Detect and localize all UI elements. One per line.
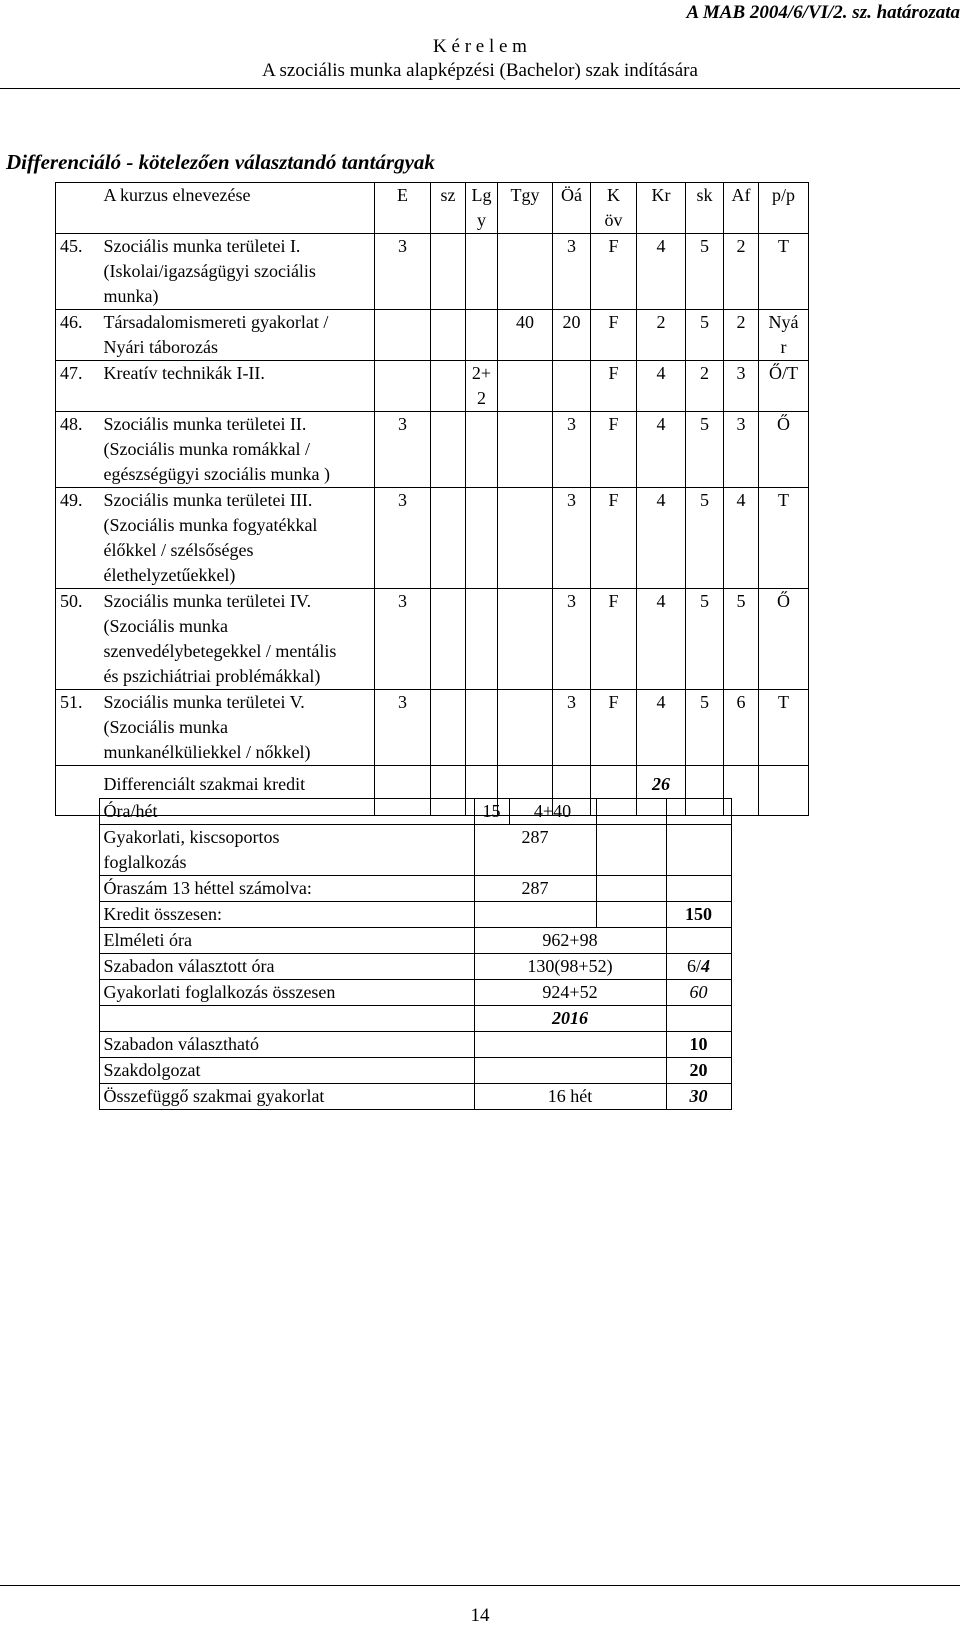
summary-value-gy: 4+40 xyxy=(509,799,596,825)
cell-lgy xyxy=(466,690,498,766)
cell-tgy: 40 xyxy=(498,310,553,361)
summary-value: 287 xyxy=(474,876,596,902)
summary-label: Szabadon választható xyxy=(99,1032,474,1058)
cell-e: 3 xyxy=(375,488,431,589)
spacer-cell xyxy=(55,825,99,876)
cell-e xyxy=(375,310,431,361)
document-reference: A MAB 2004/6/VI/2. sz. határozata xyxy=(686,2,960,23)
summary-credit: 30 xyxy=(666,1084,731,1110)
total-credit: 26 xyxy=(637,766,686,816)
col-sk-header: sk xyxy=(686,183,724,234)
spacer-cell xyxy=(55,954,99,980)
course-name: Szociális munka területei II. (Szociális munka romákkal / egészségügyi szociális munka ) xyxy=(100,412,375,488)
table-row xyxy=(56,412,809,488)
spacer-cell xyxy=(55,1058,99,1084)
summary-row xyxy=(55,1006,731,1032)
summary-value-e: 15 xyxy=(474,799,509,825)
col-kr-header: Kr xyxy=(637,183,686,234)
cell-lgy xyxy=(466,234,498,310)
course-name: Szociális munka területei III. (Szociális munka fogyatékkal élőkkel / szélsőséges élethelyzetűekkel) xyxy=(100,488,375,589)
page-number: 14 xyxy=(470,1605,490,1626)
summary-total-hours: 2016 xyxy=(474,1006,666,1032)
table-row xyxy=(56,589,809,690)
summary-label: Szakdolgozat xyxy=(99,1058,474,1084)
cell-kov: F xyxy=(591,589,637,690)
table-row xyxy=(56,310,809,361)
cell-kr: 4 xyxy=(637,488,686,589)
course-name: Szociális munka területei V. (Szociális munka munkanélküliekkel / nőkkel) xyxy=(100,690,375,766)
cell-kr: 2 xyxy=(637,310,686,361)
summary-credit: 20 xyxy=(666,1058,731,1084)
cell-pp: T xyxy=(759,234,809,310)
cell-sk: 5 xyxy=(686,234,724,310)
header-rule xyxy=(0,88,960,89)
course-name: Szociális munka területei I. (Iskolai/igazságügyi szociális munka) xyxy=(100,234,375,310)
summary-row xyxy=(55,1032,731,1058)
col-lgy-header: Lg y xyxy=(466,183,498,234)
summary-empty xyxy=(596,799,666,825)
cell-tgy xyxy=(498,412,553,488)
cell-kov: F xyxy=(591,310,637,361)
summary-empty xyxy=(666,876,731,902)
course-name: Kreatív technikák I-II. xyxy=(100,361,375,412)
summary-row xyxy=(55,799,731,825)
cell-pp: T xyxy=(759,690,809,766)
course-name: Társadalomismereti gyakorlat / Nyári táborozás xyxy=(100,310,375,361)
cell-kr: 4 xyxy=(637,589,686,690)
course-table-header xyxy=(56,183,809,234)
summary-label: Összefüggő szakmai gyakorlat xyxy=(99,1084,474,1110)
col-e-header: E xyxy=(375,183,431,234)
summary-empty xyxy=(474,902,596,928)
course-table xyxy=(55,182,809,816)
cell-kov: F xyxy=(591,412,637,488)
spacer-cell xyxy=(55,1032,99,1058)
cell-oa: 3 xyxy=(553,412,591,488)
summary-label: Elméleti óra xyxy=(99,928,474,954)
summary-value: 130(98+52) xyxy=(474,954,666,980)
cell-af: 2 xyxy=(724,234,759,310)
summary-value: 924+52 xyxy=(474,980,666,1006)
cell-oa: 3 xyxy=(553,234,591,310)
row-number: 51. xyxy=(56,690,100,766)
summary-empty xyxy=(666,799,731,825)
cell-sk: 2 xyxy=(686,361,724,412)
cell-lgy xyxy=(466,488,498,589)
cell-lgy xyxy=(466,310,498,361)
row-number: 50. xyxy=(56,589,100,690)
summary-empty xyxy=(596,825,666,876)
col-kov-header: K öv xyxy=(591,183,637,234)
summary-row xyxy=(55,954,731,980)
cell-tgy xyxy=(498,361,553,412)
spacer-cell xyxy=(55,1006,99,1032)
col-course-name-header: A kurzus elnevezése xyxy=(100,183,375,234)
cell-tgy xyxy=(498,589,553,690)
summary-credit: 10 xyxy=(666,1032,731,1058)
row-number: 47. xyxy=(56,361,100,412)
cell-pp: T xyxy=(759,488,809,589)
summary-row xyxy=(55,1084,731,1110)
summary-empty xyxy=(666,1006,731,1032)
table-row xyxy=(56,690,809,766)
cell-tgy xyxy=(498,234,553,310)
cell-sz xyxy=(431,412,466,488)
total-empty-cell xyxy=(759,766,809,816)
summary-value: 962+98 xyxy=(474,928,666,954)
cell-kov: F xyxy=(591,488,637,589)
cell-e: 3 xyxy=(375,234,431,310)
cell-oa: 3 xyxy=(553,589,591,690)
summary-row xyxy=(55,928,731,954)
summary-empty xyxy=(596,902,666,928)
spacer-cell xyxy=(55,902,99,928)
cell-pp: Ő xyxy=(759,412,809,488)
spacer-cell xyxy=(55,980,99,1006)
table-row xyxy=(56,361,809,412)
summary-empty xyxy=(596,876,666,902)
total-label: Differenciált szakmai kredit xyxy=(100,766,375,816)
cell-e xyxy=(375,361,431,412)
summary-row xyxy=(55,1058,731,1084)
cell-oa: 20 xyxy=(553,310,591,361)
cell-sk: 5 xyxy=(686,589,724,690)
summary-label: Óra/hét xyxy=(99,799,474,825)
cell-sz xyxy=(431,589,466,690)
cell-e: 3 xyxy=(375,412,431,488)
summary-credit-part: 6/ xyxy=(686,956,701,976)
cell-lgy: 2+ 2 xyxy=(466,361,498,412)
col-oa-header: Öá xyxy=(553,183,591,234)
summary-empty xyxy=(474,1058,666,1084)
cell-tgy xyxy=(498,488,553,589)
col-sz-header: sz xyxy=(431,183,466,234)
row-number: 49. xyxy=(56,488,100,589)
spacer-cell xyxy=(55,1084,99,1110)
cell-af: 3 xyxy=(724,361,759,412)
section-title: Differenciáló - kötelezően választandó tantárgyak xyxy=(6,150,435,174)
course-name: Szociális munka területei IV. (Szociális munka szenvedélybetegekkel / mentális és pszichiátriai problémákkal) xyxy=(100,589,375,690)
summary-empty xyxy=(99,1006,474,1032)
cell-af: 4 xyxy=(724,488,759,589)
cell-kov: F xyxy=(591,361,637,412)
cell-pp: Ő/T xyxy=(759,361,809,412)
cell-oa xyxy=(553,361,591,412)
col-tgy-header: Tgy xyxy=(498,183,553,234)
cell-sz xyxy=(431,690,466,766)
summary-value: 287 xyxy=(474,825,596,876)
cell-e: 3 xyxy=(375,690,431,766)
summary-value: 16 hét xyxy=(474,1084,666,1110)
summary-row xyxy=(55,876,731,902)
col-pp-header: p/p xyxy=(759,183,809,234)
summary-empty xyxy=(474,1032,666,1058)
summary-row xyxy=(55,902,731,928)
summary-row xyxy=(55,980,731,1006)
summary-credit: 150 xyxy=(666,902,731,928)
cell-pp: Nyá r xyxy=(759,310,809,361)
spacer-cell xyxy=(55,928,99,954)
summary-label: Szabadon választott óra xyxy=(99,954,474,980)
spacer-cell xyxy=(55,876,99,902)
summary-label: Gyakorlati foglalkozás összesen xyxy=(99,980,474,1006)
col-num-header xyxy=(56,183,100,234)
cell-kov: F xyxy=(591,690,637,766)
cell-kr: 4 xyxy=(637,234,686,310)
cell-sz xyxy=(431,488,466,589)
cell-sk: 5 xyxy=(686,310,724,361)
cell-pp: Ő xyxy=(759,589,809,690)
spacer-cell xyxy=(55,799,99,825)
cell-sk: 5 xyxy=(686,488,724,589)
row-number: 48. xyxy=(56,412,100,488)
summary-credit: 60 xyxy=(666,980,731,1006)
summary-table xyxy=(55,798,732,1110)
col-af-header: Af xyxy=(724,183,759,234)
cell-lgy xyxy=(466,412,498,488)
table-row xyxy=(56,488,809,589)
cell-af: 3 xyxy=(724,412,759,488)
footer-rule xyxy=(0,1585,960,1586)
row-number: 46. xyxy=(56,310,100,361)
summary-label: Kredit összesen: xyxy=(99,902,474,928)
cell-lgy xyxy=(466,589,498,690)
cell-kov: F xyxy=(591,234,637,310)
summary-row xyxy=(55,825,731,876)
summary-credit xyxy=(666,954,731,980)
summary-empty xyxy=(666,825,731,876)
cell-kr: 4 xyxy=(637,361,686,412)
cell-kr: 4 xyxy=(637,412,686,488)
summary-empty xyxy=(666,928,731,954)
cell-sz xyxy=(431,234,466,310)
cell-e: 3 xyxy=(375,589,431,690)
cell-af: 6 xyxy=(724,690,759,766)
cell-sk: 5 xyxy=(686,412,724,488)
cell-sz xyxy=(431,310,466,361)
cell-sz xyxy=(431,361,466,412)
cell-af: 2 xyxy=(724,310,759,361)
cell-af: 5 xyxy=(724,589,759,690)
cell-kr: 4 xyxy=(637,690,686,766)
summary-credit-part: 4 xyxy=(701,956,710,976)
row-number: 45. xyxy=(56,234,100,310)
summary-label: Gyakorlati, kiscsoportos foglalkozás xyxy=(99,825,474,876)
summary-label: Óraszám 13 héttel számolva: xyxy=(99,876,474,902)
cell-oa: 3 xyxy=(553,488,591,589)
cell-sk: 5 xyxy=(686,690,724,766)
cell-oa: 3 xyxy=(553,690,591,766)
cell-tgy xyxy=(498,690,553,766)
document-title: K é r e l e m xyxy=(433,36,527,57)
document-subtitle: A szociális munka alapképzési (Bachelor) szak indítására xyxy=(262,60,698,81)
table-row xyxy=(56,234,809,310)
